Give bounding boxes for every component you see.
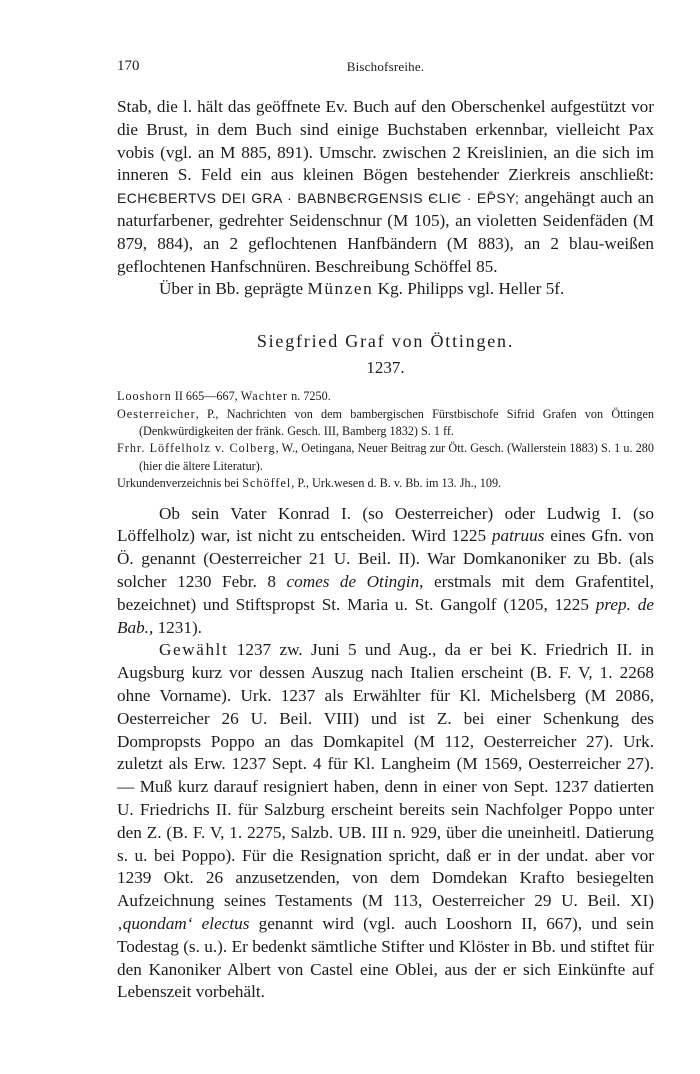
bib-entry: Frhr. Löffelholz v. Colberg, W., Oetingana, Neuer Beitrag zur Ött. Gesch. (Wallerstein 1883) S. 1 u. 280 (hier die ältere Literatur).: [117, 441, 654, 473]
intro-text: [117, 96, 654, 301]
running-title: Bischofsreihe.: [346, 59, 425, 74]
bibliography: [117, 388, 654, 492]
main-text: [117, 503, 654, 1005]
running-head: [117, 58, 654, 80]
intro-paragraph-1: Stab, die l. hält das geöffnete Ev. Buch auf den Oberschenkel aufgestützt vor die Brust, in dem Buch sind einige Buchstaben erkennbar, vielleicht Pax vobis (vgl. an M 885, 891). Umschr. zwischen 2 Kreislinien, an die sich im inneren S. Feld ein aus kleinen Bögen bestehender Zierkreis anschließt: ECHЄBERTVS DEI GRA · BABNBЄRGENSIS ЄLIЄ · EP̄SY; angehängt auch an naturfarbener, gedrehter Seidenschnur (M 105), an violetten Seidenfäden (M 879, 884), an 2 geflochtenen Hanfbändern (M 883), an 2 blau-weißen geflochtenen Hanfschnüren. Beschreibung Schöffel 85.: [117, 97, 654, 276]
bib-entry: Looshorn II 665—667, Wachter n. 7250.: [117, 389, 331, 404]
bib-entry: Urkundenverzeichnis bei Schöffel, P., Urk.wesen d. B. v. Bb. im 13. Jh., 109.: [117, 476, 502, 491]
section-year: 1237.: [366, 358, 405, 378]
bib-entry: Oesterreicher, P., Nachrichten von dem bambergischen Fürstbischofe Sifrid Grafen von Öttingen (Denkwürdigkeiten der fränk. Gesch. III, Bamberg 1832) S. 1 ff.: [117, 406, 654, 438]
section-title: Siegfried Graf von Öttingen.: [256, 331, 515, 352]
seal-inscription: ECHЄBERTVS DEI GRA · BABNBЄRGENSIS ЄLIЄ · EP̄SY;: [117, 190, 520, 207]
page-number: 170: [117, 58, 140, 74]
intro-paragraph-2: Über in Bb. geprägte Münzen Kg. Philipps vgl. Heller 5f.: [159, 279, 565, 299]
body-paragraph-1: Ob sein Vater Konrad I. (so Oesterreicher) oder Ludwig I. (so Löffelholz) war, ist nicht zu entscheiden. Wird 1225 patruus eines Gfn. von Ö. genannt (Oesterreicher 21 U. Beil. II). War Domkanoniker zu Bb. (als solcher 1230 Febr. 8 comes de Otingin, erstmals mit dem Grafentitel, bezeichnet) und Stiftspropst St. Maria u. St. Gangolf (1205, 1225 prep. de Bab., 1231).: [117, 503, 655, 637]
body-paragraph-2: Gewählt 1237 zw. Juni 5 und Aug., da er bei K. Friedrich II. in Augsburg kurz vor dessen Auszug nach Italien erscheint (B. F. V, 1. 2268 ohne Vorname). Urk. 1237 als Erwählter für Kl. Michelsberg (M 2086, Oesterreicher 26 U. Beil. VIII) und ist Z. bei einer Schenkung des Dompropsts Poppo an das Domkapitel (M 112, Oesterreicher 27). Urk. zuletzt als Erw. 1237 Sept. 4 für Kl. Langheim (M 1569, Oesterreicher 27). — Muß kurz darauf resigniert haben, denn in einer von Sept. 1237 datierten U. Friedrichs II. für Salzburg erscheint bereits sein Nachfolger Poppo unter den Z. (B. F. V, 1. 2275, Salzb. UB. III n. 929, über die uneinheitl. Datierung s. u. bei Poppo). Für die Resignation spricht, daß er in der undat. aber vor 1239 Okt. 26 anzusetzenden, von dem Domdekan Krafto besiegelten Aufzeichnung seines Testaments (M 113, Oesterreicher 29 U. Beil. XI) ‚quondam‘ electus genannt wird (vgl. auch Looshorn II, 667), und sein Todestag (s. u.). Er bedenkt sämtliche Stifter und Klöster in Bb. und stiftet für den Kanoniker Albert von Castel eine Oblei, aus der er sich Einkünfte auf Lebenszeit vorbehält.: [117, 640, 654, 1002]
